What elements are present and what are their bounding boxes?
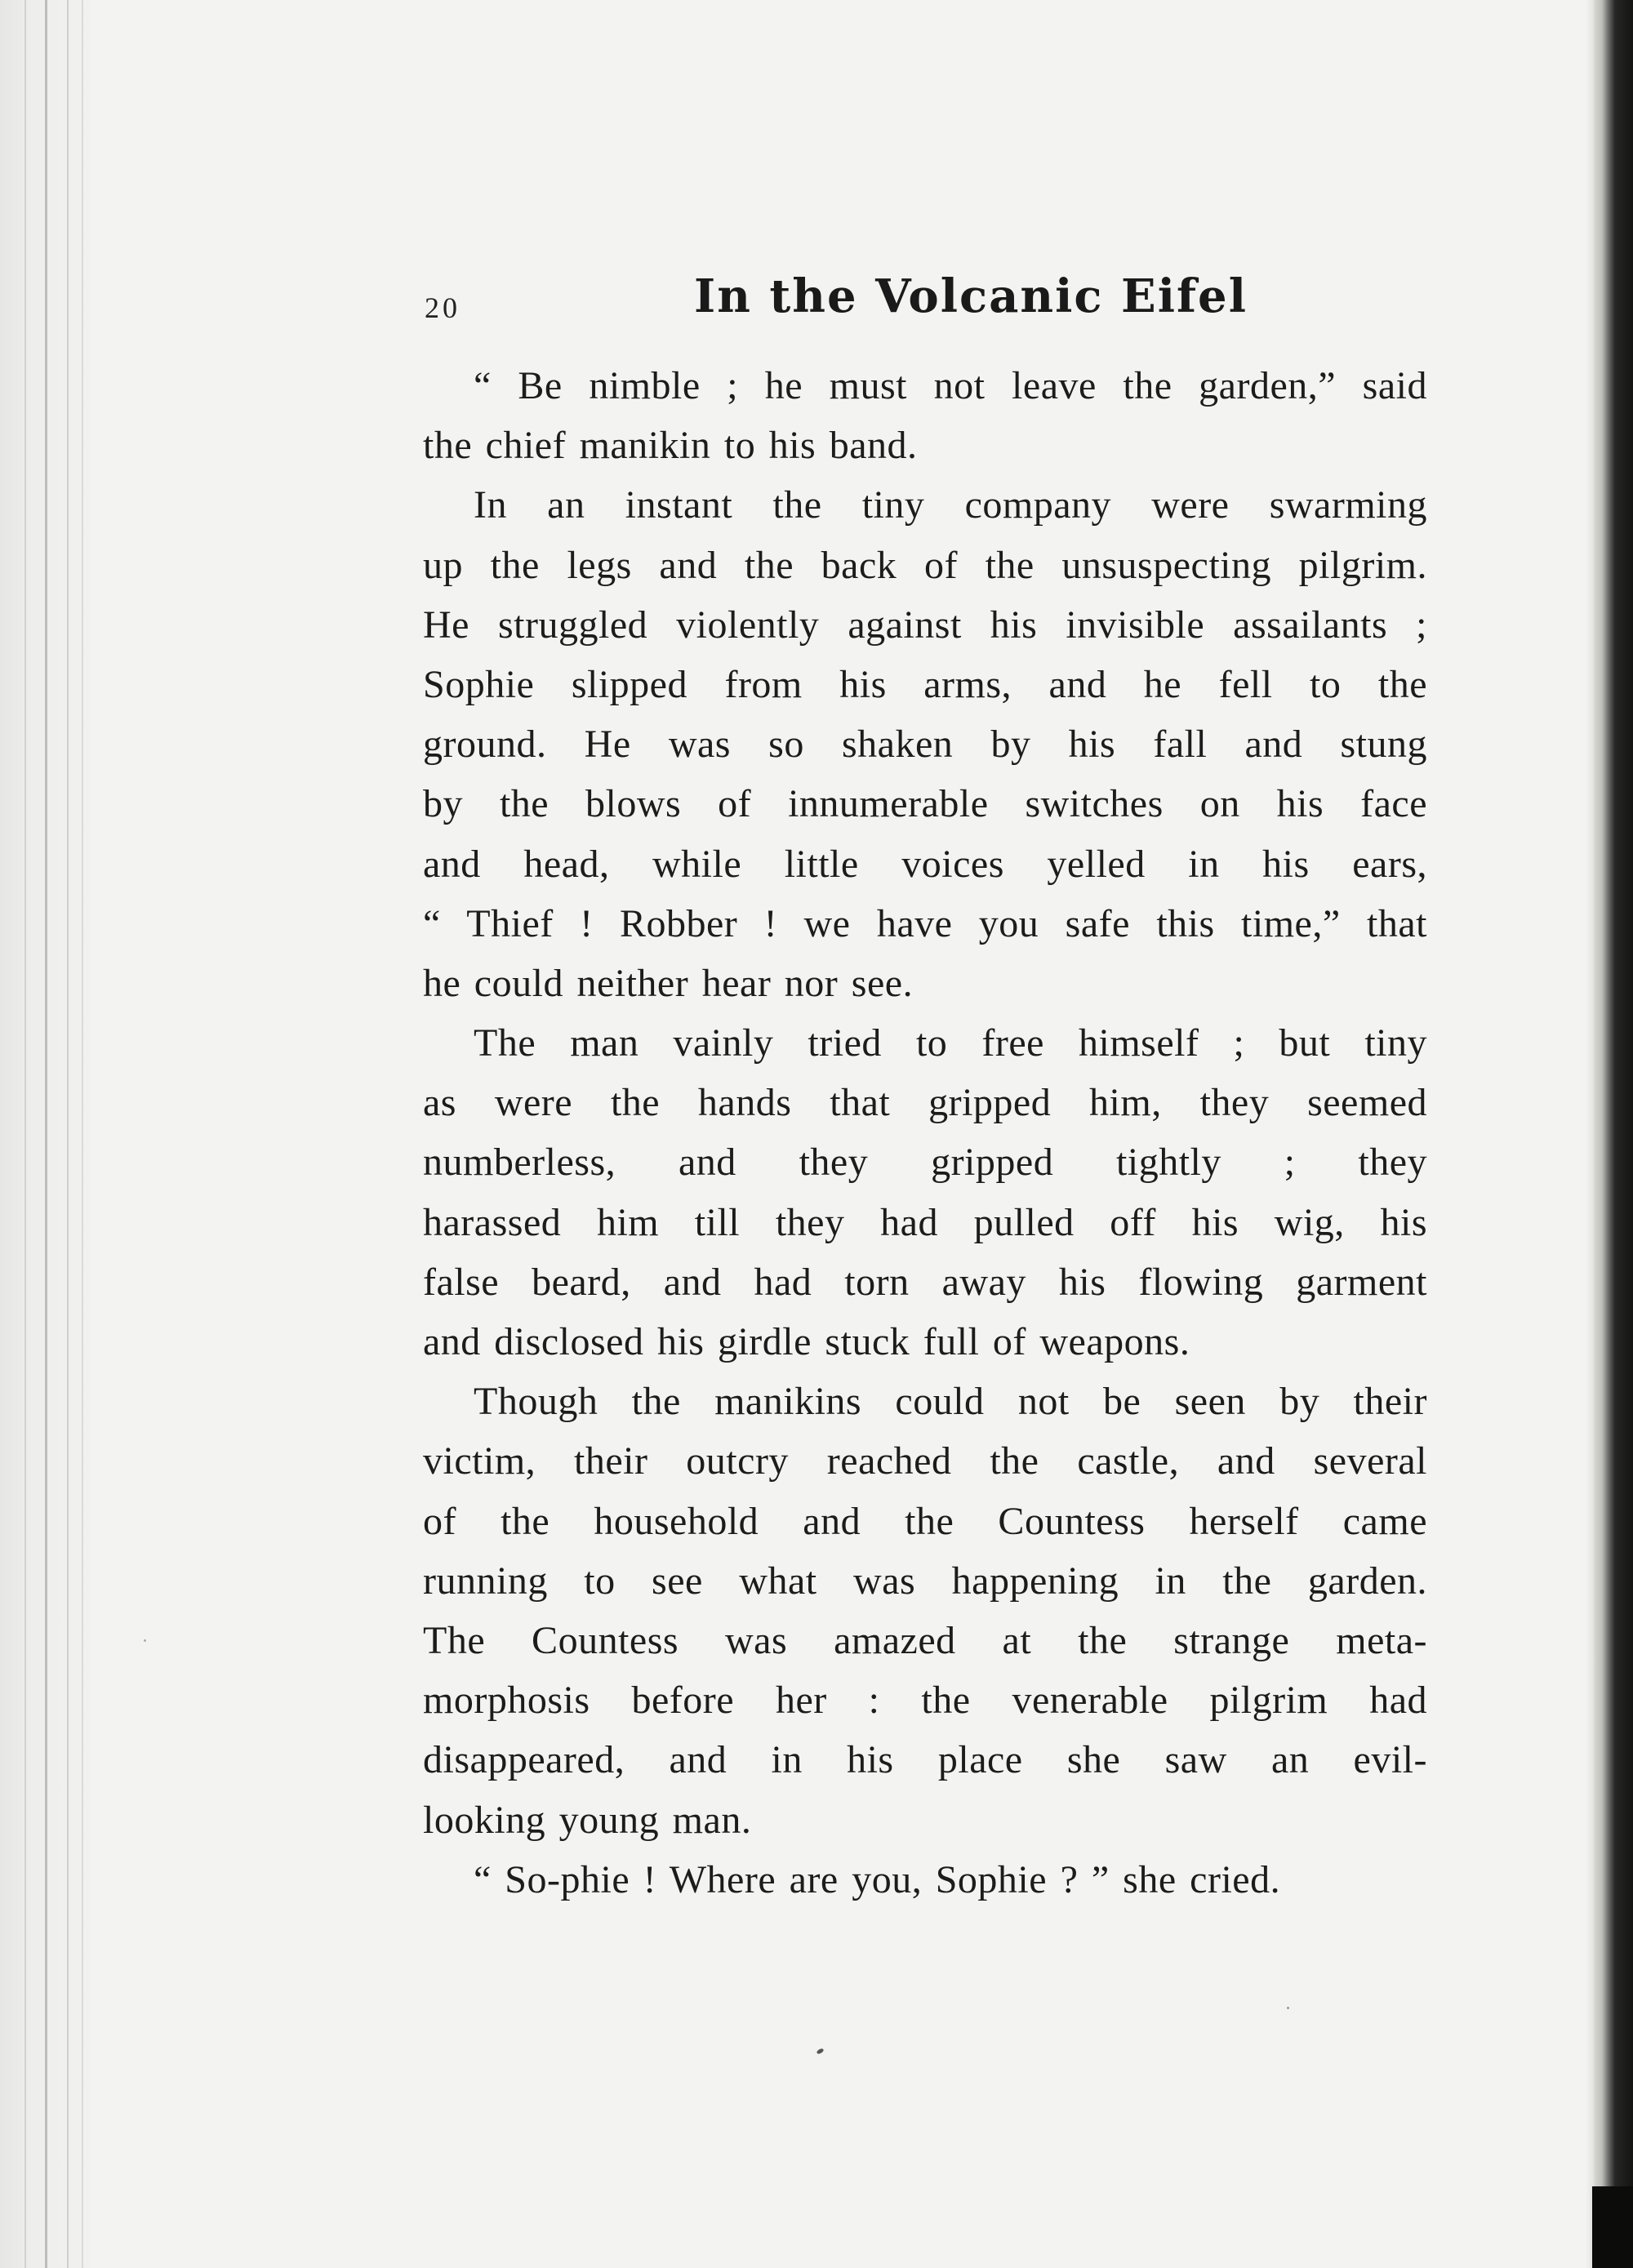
- text-line: harassed him till they had pulled off his wig, his: [423, 1200, 1427, 1244]
- running-head: In the Volcanic Eifel: [694, 269, 1248, 323]
- text-line: He struggled violently against his invisible assailants ;: [423, 603, 1427, 647]
- text-line: The Countess was amazed at the strange meta-: [423, 1618, 1427, 1662]
- text-line: Though the manikins could not be seen by their: [474, 1380, 1427, 1424]
- text-line: running to see what was happening in the garden.: [423, 1559, 1427, 1603]
- text-line: and disclosed his girdle stuck full of weapons.: [423, 1320, 1190, 1363]
- text-line: of the household and the Countess herself came: [423, 1499, 1427, 1543]
- text-line: numberless, and they gripped tightly ; they: [423, 1141, 1427, 1185]
- text-line: and head, while little voices yelled in his ears,: [423, 842, 1427, 886]
- text-line: ground. He was so shaken by his fall and stung: [423, 723, 1427, 767]
- text-line: victim, their outcry reached the castle, and several: [423, 1439, 1427, 1483]
- page-number: 20: [425, 291, 461, 324]
- paper-speck: [1287, 2007, 1289, 2009]
- body-text: [423, 356, 1427, 1910]
- text-line: Sophie slipped from his arms, and he fell to the: [423, 662, 1427, 706]
- gutter-rule: [45, 0, 47, 2268]
- text-line: he could neither hear nor see.: [423, 961, 914, 1005]
- text-line: looking young man.: [423, 1798, 752, 1842]
- paper-speck: [144, 1639, 146, 1642]
- paper-speck: [816, 2048, 824, 2055]
- text-line: morphosis before her : the venerable pilgrim had: [423, 1679, 1427, 1723]
- gutter-rule: [67, 0, 69, 2268]
- text-line: the chief manikin to his band.: [423, 424, 918, 468]
- text-line: The man vainly tried to free himself ; but tiny: [474, 1021, 1427, 1065]
- text-line: “ Thief ! Robber ! we have you safe this time,” that: [423, 901, 1427, 945]
- text-line: false beard, and had torn away his flowing garment: [423, 1260, 1427, 1304]
- text-line: “ So-phie ! Where are you, Sophie ? ” she cried.: [474, 1857, 1281, 1901]
- page-edge: [1594, 0, 1633, 2268]
- text-line: “ Be nimble ; he must not leave the garden,” said: [474, 364, 1427, 407]
- gutter-rule: [82, 0, 83, 2268]
- page-edge-shade: [1586, 0, 1594, 2268]
- text-line: by the blows of innumerable switches on his face: [423, 782, 1427, 826]
- text-line: up the legs and the back of the unsuspecting pilgrim.: [423, 543, 1427, 587]
- text-line: In an instant the tiny company were swarming: [474, 483, 1427, 527]
- text-line: as were the hands that gripped him, they seemed: [423, 1081, 1427, 1125]
- page-edge-corner: [1592, 2186, 1633, 2268]
- gutter-rule: [24, 0, 26, 2268]
- text-line: disappeared, and in his place she saw an evil-: [423, 1738, 1427, 1782]
